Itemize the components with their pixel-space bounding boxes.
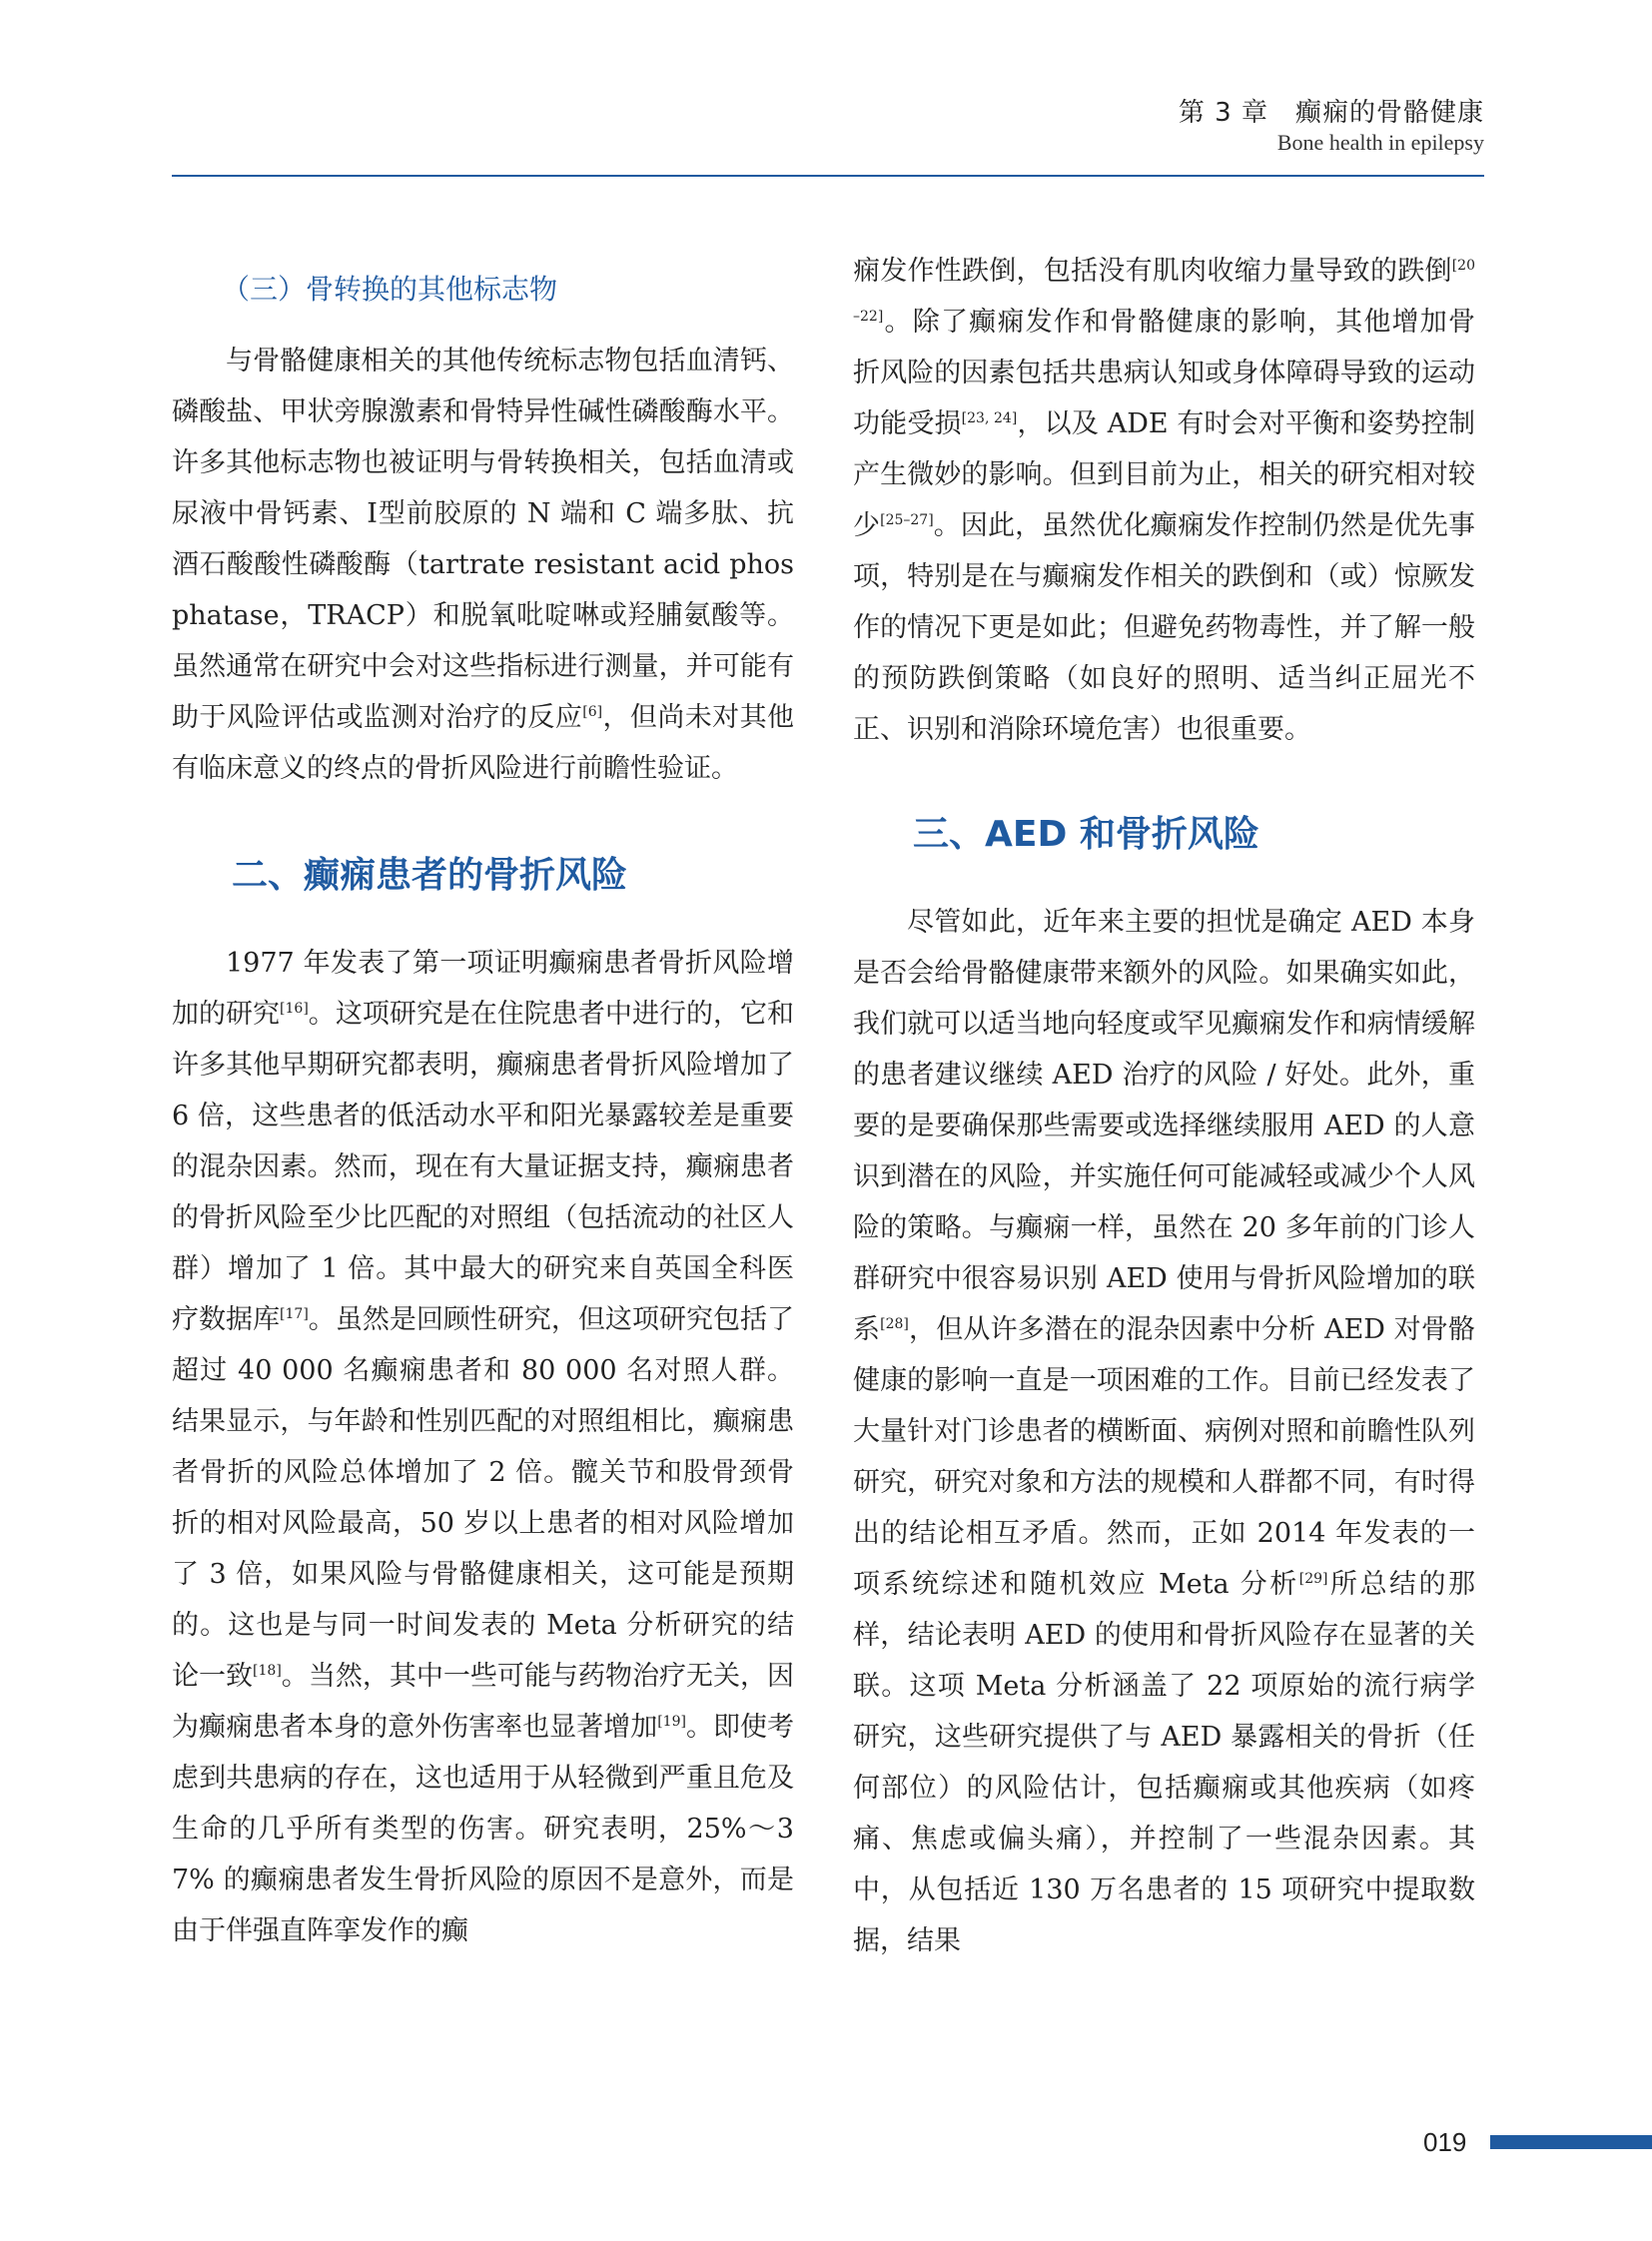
text-run: 尽管如此，近年来主要的担忧是确定 AED 本身是否会给骨骼健康带来额外的风险。如果确实如此，我们就可以适当地向轻度或罕见癫痫发作和病情缓解的患者建议继续 AED 治疗的风险 / 好处。此外，重要的是要确保那些需要或选择继续服用 AED 的人意识到潜在的风险，并实施任何可能减轻或减少个人风险的策略。与癫痫一样，虽然在 20 多年前的门诊人群研究中很容易识别 AED 使用与骨折风险增加的联系 bbox=[853, 907, 1475, 1345]
text-run: 与骨骼健康相关的其他传统标志物包括血清钙、磷酸盐、甲状旁腺激素和骨特异性碱性磷酸酶水平。许多其他标志物也被证明与骨转换相关，包括血清或尿液中骨钙素、Ⅰ型前胶原的 N 端和 C 端多肽、抗酒石酸酸性磷酸酶（tartrate resistant acid phosphatase，TRACP）和脱氧吡啶啉或羟脯氨酸等。虽然通常在研究中会对这些指标进行测量，并可能有助于风险评估或监测对治疗的反应 bbox=[172, 346, 794, 733]
citation: [29] bbox=[1298, 1571, 1328, 1587]
text-run: 。虽然是回顾性研究，但这项研究包括了超过 40 000 名癫痫患者和 80 000 名对照人群。结果显示，与年龄和性别匹配的对照组相比，癫痫患者骨折的风险总体增加了 2 倍。髋关节和股骨颈骨折的相对风险最高，50 岁以上患者的相对风险增加了 3 倍，如果风险与骨骼健康相关，这可能是预期的。这也是与同一时间发表的 Meta 分析研究的结论一致 bbox=[172, 1304, 795, 1692]
page-number: 019 bbox=[1423, 2127, 1467, 2157]
paragraph-falls bbox=[853, 246, 1475, 755]
section-heading-fracture-risk: 二、癫痫患者的骨折风险 bbox=[232, 855, 628, 896]
text-run: 。因此，虽然优化癫痫发作控制仍然是优先事项，特别是在与癫痫发作相关的跌倒和（或）惊厥发作的情况下更是如此；但避免药物毒性，并了解一般的预防跌倒策略（如良好的照明、适当纠正屈光不正、识别和消除环境危害）也很重要。 bbox=[853, 510, 1476, 745]
citation: [19] bbox=[657, 1714, 686, 1730]
text-run: 1977 年发表了第一项证明癫痫患者骨折风险增加的研究 bbox=[172, 948, 794, 1030]
citation: [20–22] bbox=[853, 258, 1475, 325]
header-rule bbox=[172, 175, 1484, 177]
text-run: ，以及 ADE 有时会对平衡和姿势控制产生微妙的影响。但到目前为止，相关的研究相对较少 bbox=[853, 408, 1475, 541]
citation: [16] bbox=[280, 1001, 309, 1017]
citation: [18] bbox=[253, 1663, 282, 1679]
right-column bbox=[853, 246, 1475, 1966]
section-heading-aed-fracture: 三、AED 和骨折风险 bbox=[913, 814, 1259, 855]
page-number-bar bbox=[1490, 2135, 1652, 2149]
text-run: 。这项研究是在住院患者中进行的，它和许多其他早期研究都表明，癫痫患者骨折风险增加了 6 倍，这些患者的低活动水平和阳光暴露较差是重要的混杂因素。然而，现在有大量证据支持，癫痫患者的骨折风险至少比匹配的对照组（包括流动的社区人群）增加了 1 倍。其中最大的研究来自英国全科医疗数据库 bbox=[172, 999, 795, 1335]
citation: [25–27] bbox=[880, 512, 934, 528]
text-run: 。当然，其中一些可能与药物治疗无关，因为癫痫患者本身的意外伤害率也显著增加 bbox=[172, 1661, 795, 1743]
citation: [6] bbox=[582, 704, 603, 720]
paragraph-fracture-risk bbox=[172, 938, 794, 1956]
text-run: 所总结的那样，结论表明 AED 的使用和骨折风险存在显著的关联。这项 Meta 分析涵盖了 22 项原始的流行病学研究，这些研究提供了与 AED 暴露相关的骨折（任何部位）的风险估计，包括癫痫或其他疾病（如疼痛、焦虑或偏头痛），并控制了一些混杂因素。其中，从包括近 130 万名患者的 15 项研究中提取数据，结果 bbox=[853, 1569, 1475, 1956]
citation: [28] bbox=[880, 1316, 909, 1332]
left-column bbox=[172, 240, 794, 1956]
paragraph-aed-risk bbox=[853, 897, 1475, 1966]
text-run: ，但从许多潜在的混杂因素中分析 AED 对骨骼健康的影响一直是一项困难的工作。目前已经发表了大量针对门诊患者的横断面、病例对照和前瞻性队列研究，研究对象和方法的规模和人群都不同，有时得出的结论相互矛盾。然而，正如 2014 年发表的一项系统综述和随机效应 Meta 分析 bbox=[853, 1314, 1475, 1600]
chapter-subtitle-en: Bone health in epilepsy bbox=[1276, 130, 1484, 155]
paragraph-bone-markers bbox=[172, 336, 794, 794]
text-run: 痫发作性跌倒，包括没有肌肉收缩力量导致的跌倒 bbox=[853, 256, 1452, 287]
citation: [23, 24] bbox=[961, 410, 1018, 426]
text-run: 。除了癫痫发作和骨骼健康的影响，其他增加骨折风险的因素包括共患病认知或身体障碍导致的运动功能受损 bbox=[853, 307, 1475, 439]
citation: [17] bbox=[280, 1306, 309, 1322]
subsection-heading: （三）骨转换的其他标志物 bbox=[222, 273, 558, 306]
chapter-title: 第 3 章 癫痫的骨骼健康 bbox=[1178, 98, 1484, 128]
text-run: ，但尚未对其他有临床意义的终点的骨折风险进行前瞻性验证。 bbox=[172, 702, 795, 784]
text-run: 。即使考虑到共患病的存在，这也适用于从轻微到严重且危及生命的几乎所有类型的伤害。研究表明，25%～37% 的癫痫患者发生骨折风险的原因不是意外，而是由于伴强直阵挛发作的癫 bbox=[172, 1712, 795, 1946]
